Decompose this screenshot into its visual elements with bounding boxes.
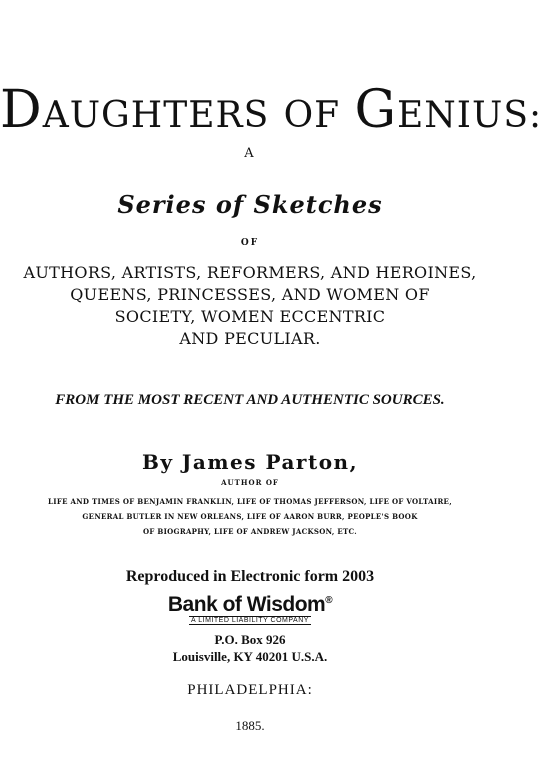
title-word-genius: ENIUS:: [397, 95, 542, 136]
title-word-of: OF: [283, 95, 341, 136]
works-line: OF BIOGRAPHY, LIFE OF ANDREW JACKSON, ETC.: [142, 527, 358, 536]
of-line: OF: [240, 238, 260, 248]
imprint-city: PHILADELPHIA:: [187, 682, 313, 698]
title-initial-g: G: [354, 80, 398, 140]
publisher-name: [0, 593, 500, 617]
works-line: GENERAL BUTLER IN NEW ORLEANS, LIFE OF AARON BURR, PEOPLE'S BOOK: [82, 512, 418, 521]
publication-year: 1885.: [235, 718, 265, 733]
works-line: LIFE AND TIMES OF BENJAMIN FRANKLIN, LIFE OF THOMAS JEFFERSON, LIFE OF VOLTAIRE,: [48, 497, 452, 506]
series-title: Series of Sketches: [117, 190, 383, 219]
article-a: A: [244, 146, 256, 161]
author-of-label: AUTHOR OF: [221, 478, 279, 487]
description-line: AND PECULIAR.: [179, 329, 321, 348]
sources-line: FROM THE MOST RECENT AND AUTHENTIC SOURCES.: [55, 392, 445, 408]
city-state-zip: Louisville, KY 40201 U.S.A.: [172, 649, 328, 664]
po-box: P.O. Box 926: [214, 632, 286, 647]
reproduction-notice: Reproduced in Electronic form 2003: [125, 568, 375, 585]
title-word-daughters: AUGHTERS: [42, 95, 270, 136]
author-works-list: [0, 494, 500, 539]
publisher-tagline: [0, 617, 500, 624]
publisher-name-text: Bank of Wisdom: [167, 593, 326, 616]
publisher-address: [0, 631, 500, 665]
description-line: SOCIETY, WOMEN ECCENTRIC: [114, 307, 386, 326]
registered-mark: ®: [325, 595, 333, 606]
subject-description: [0, 262, 500, 350]
publisher-tagline-text: A LIMITED LIABILITY COMPANY: [191, 617, 309, 624]
book-title: [0, 80, 542, 140]
description-line: AUTHORS, ARTISTS, REFORMERS, AND HEROINES,: [23, 263, 477, 282]
description-line: QUEENS, PRINCESSES, AND WOMEN OF: [70, 285, 430, 304]
title-initial-d: D: [0, 80, 43, 140]
author-byline: By James Parton,: [141, 450, 359, 474]
